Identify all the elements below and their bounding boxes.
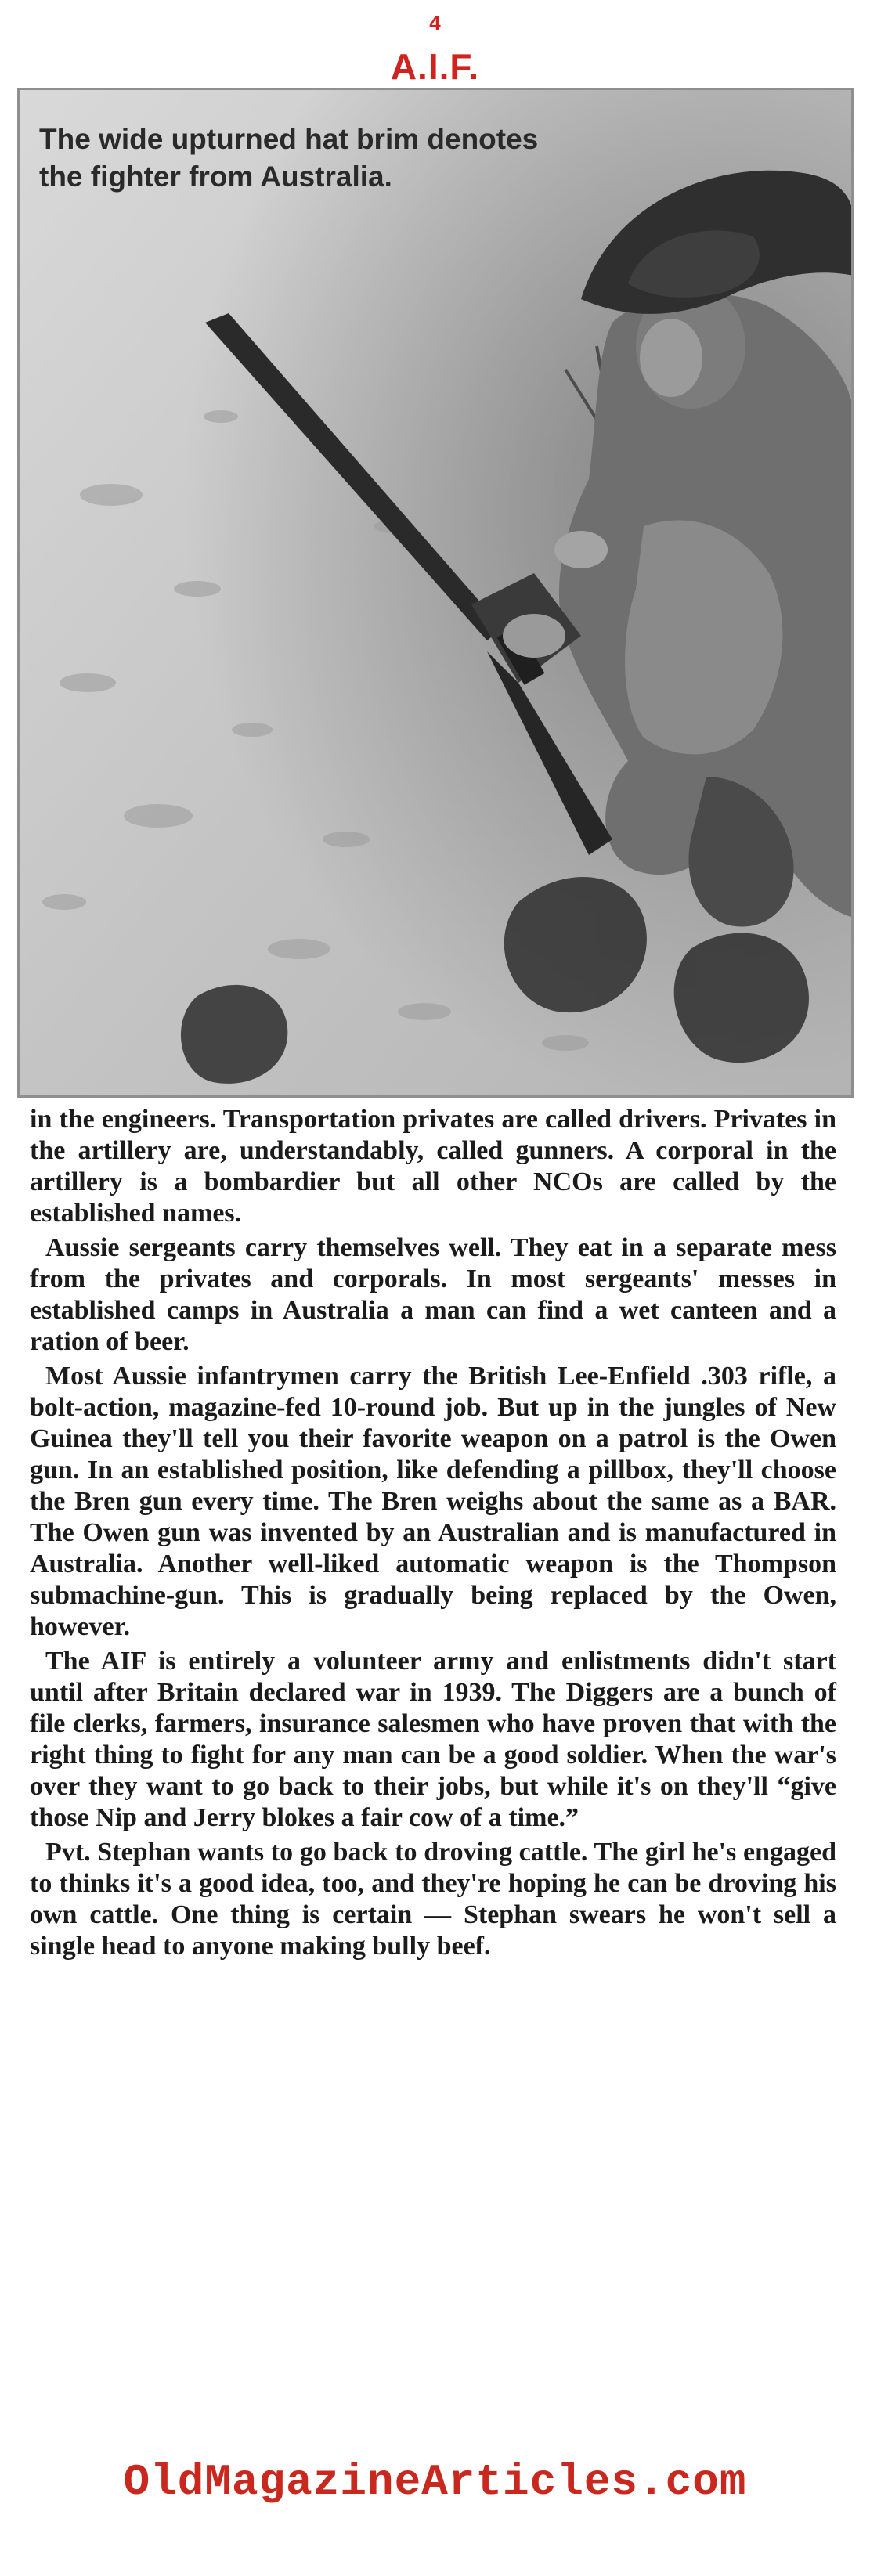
footer-watermark: OldMagazineArticles.com xyxy=(123,2457,747,2507)
photo-caption: The wide upturned hat brim denotes the fighter from Australia. xyxy=(39,123,539,193)
page-number: 4 xyxy=(429,11,441,34)
page-title: A.I.F. xyxy=(390,46,480,87)
article-paragraph: Pvt. Stephan wants to go back to droving cattle. The girl he's engaged to thinks it's a good idea, too, and they're hoping he can be droving his own cattle. One thing is certain — Stephan swears he won't sell a single head to anyone making bully beef. xyxy=(30,1838,836,1961)
article-paragraph: Aussie sergeants carry themselves well. They eat in a separate mess from the privates and corporals. In most sergeants' messes in established camps in Australia a man can find a wet canteen and a ration of beer. xyxy=(30,1233,836,1356)
article-paragraph: Most Aussie infantrymen carry the British Lee-Enfield .303 rifle, a bolt-action, magazine-fed 10-round job. But up in the jungles of New Guinea they'll tell you their favorite weapon on a patrol is the Owen gun. In an established position, like defending a pillbox, they'll choose the Bren gun every time. The Bren weighs about the same as a BAR. The Owen gun was invented by an Australian and is manufactured in Australia. Another well-liked automatic weapon is the Thompson submachine-gun. This is gradually being replaced by the Owen, however. xyxy=(30,1362,836,1641)
article-paragraph: in the engineers. Transportation privates are called drivers. Privates in the artillery are, understandably, called gunners. A corporal in the artillery is a bombardier but all other NCOs are called by the established names. xyxy=(30,1105,836,1228)
article-paragraph: The AIF is entirely a volunteer army and enlistments didn't start until after Britain declared war in 1939. The Diggers are a bunch of file clerks, farmers, insurance salesmen who have proven that with the right thing to fight for any man can be a good soldier. When the war's over they want to go back to their jobs, but while it's on they'll “give those Nip and Jerry blokes a fair cow of a time.” xyxy=(30,1647,836,1832)
soldier-photo xyxy=(17,88,854,1098)
article-body xyxy=(30,1104,836,1965)
soldier-photo-illustration xyxy=(17,88,854,1098)
